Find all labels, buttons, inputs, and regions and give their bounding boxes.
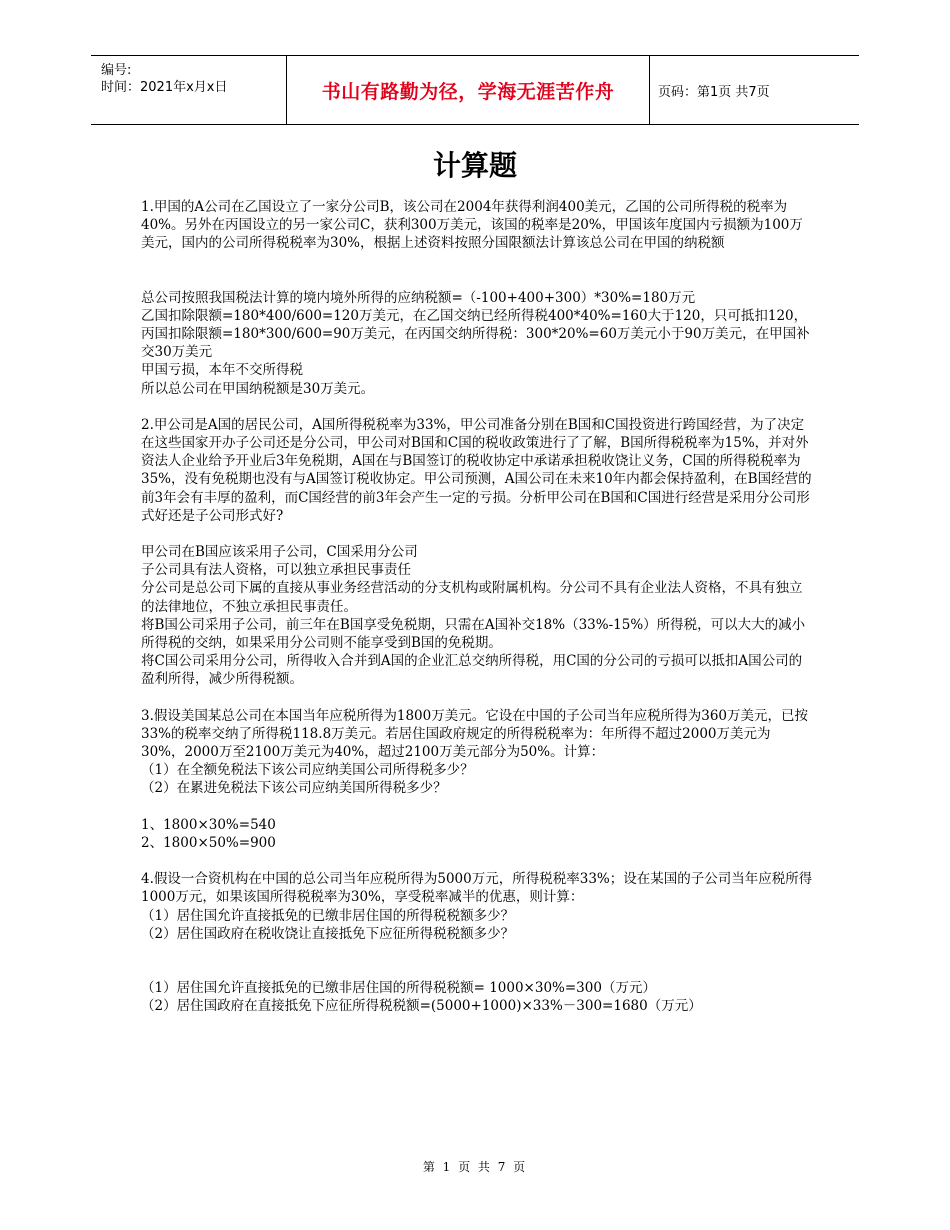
document-number-label: 编号:	[101, 63, 132, 78]
answer-2-line-5: 将C国公司采用分公司，所得收入合并到A国的企业汇总交纳所得税，用C国的分公司的亏损可以抵扣A国公司的盈利所得，减少所得税额。	[141, 653, 803, 688]
question-3-sub-2: （2）在累进免税法下该公司应纳美国所得税多少？	[141, 780, 447, 797]
question-2: 2.甲公司是A国的居民公司，A国所得税税率为33%，甲公司准备分别在B国和C国投资进行跨国经营，为了决定在这些国家开办子公司还是分公司，甲公司对B国和C国的税收政策进行了了解，B国所得税税率为15%，并对外资法人企业给予开业后3年免税期，A国在与B国签订的税收协定中承诺承担税收饶让义务，C国的所得税税率为35%，没有免税期也没有与A国签订税收协定。甲公司预测，A国公司在未来10年内都会保持盈利，在B国经营的前3年会有丰厚的盈利，而C国经营的前3年会产生一定的亏损。分析甲公司在B国和C国进行经营是采用分公司形式好还是子公司形式好?	[141, 416, 812, 524]
question-4: 4.假设一合资机构在中国的总公司当年应税所得为5000万元，所得税税率33%；设在某国的子公司当年应税所得1000万元，如果该国所得税税率为30%，享受税率减半的优惠，则计算：	[141, 871, 813, 906]
header-meta	[101, 62, 281, 96]
header-motto: 书山有路勤为径，学海无涯苦作舟	[321, 80, 615, 103]
answer-1-line-2: 乙国扣除限额=180*400/600=120万美元，在乙国交纳已经所得税400*40%=160大于120，只可抵扣120，	[141, 307, 808, 324]
answer-2-line-1: 甲公司在B国应该采用子公司，C国采用分公司	[141, 544, 418, 561]
question-1: 1.甲国的A公司在乙国设立了一家分公司B，该公司在2004年获得利润400美元，乙国的公司所得税的税率为40%。另外在丙国设立的另一家公司C，获利300万美元，该国的税率是20%，甲国该年度国内亏损额为100万美元，国内的公司所得税税率为30%，根据上述资料按照分国限额法计算该总公司在甲国的纳税额	[141, 199, 803, 252]
question-3: 3.假设美国某总公司在本国当年应税所得为1800万美元。它设在中国的子公司当年应税所得为360万美元，已按33%的税率交纳了所得税118.8万美元。若居住国政府规定的所得税税率为：年所得不超过2000万美元为30%，2000万至2100万美元为40%，超过2100万美元部分为50%。计算：	[141, 707, 809, 761]
page-footer: 第 1 页 共 7 页	[422, 1160, 528, 1174]
page-header	[91, 55, 859, 125]
page-title: 计算题	[432, 149, 517, 182]
answer-2-line-2: 子公司具有法人资格，可以独立承担民事责任	[141, 562, 411, 579]
answer-2-line-4: 将B国公司采用子公司，前三年在B国享受免税期，只需在A国补交18%（33%-15%）所得税，可以大大的减小所得税的交纳，如果采用分公司则不能享受到B国的免税期。	[141, 616, 806, 652]
answer-4-line-1: （1）居住国允许直接抵免的已缴非居住国的所得税税额= 1000×30%=300（万元）	[141, 979, 656, 996]
question-4-sub-1: （1）居住国允许直接抵免的已缴非居住国的所得税税额多少？	[141, 907, 515, 924]
question-3-sub-1: （1）在全额免税法下该公司应纳美国公司所得税多少？	[141, 762, 474, 779]
answer-1-line-5: 所以总公司在甲国纳税额是30万美元。	[141, 380, 375, 397]
motto-box	[286, 56, 650, 124]
answer-3-line-2: 2、1800×50%=900	[141, 834, 276, 851]
answer-1-line-3: 丙国扣除限额=180*300/600=90万美元，在丙国交纳所得税：300*20%=60万美元小于90万美元，在甲国补交30万美元	[141, 326, 810, 361]
answer-1-line-4: 甲国亏损，本年不交所得税	[141, 362, 303, 379]
answer-2-line-3: 分公司是总公司下属的直接从事业务经营活动的分支机构或附属机构。分公司不具有企业法人资格，不具有独立的法律地位，不独立承担民事责任。	[141, 580, 803, 615]
answer-4-line-2: （2）居住国政府在直接抵免下应征所得税税额=(5000+1000)×33%－300=1680（万元）	[141, 998, 702, 1015]
question-4-sub-2: （2）居住国政府在税收饶让直接抵免下应征所得税税额多少？	[141, 925, 515, 942]
answer-3-line-1: 1、1800×30%=540	[141, 816, 276, 833]
document-body	[141, 198, 813, 1015]
document-date: 时间：2021年x月x日	[101, 80, 228, 95]
header-page-info: 页码：第1页 共7页	[658, 85, 770, 100]
answer-1-line-1: 总公司按照我国税法计算的境内境外所得的应纳税额=（-100+400+300）*30%=180万元	[141, 289, 696, 306]
